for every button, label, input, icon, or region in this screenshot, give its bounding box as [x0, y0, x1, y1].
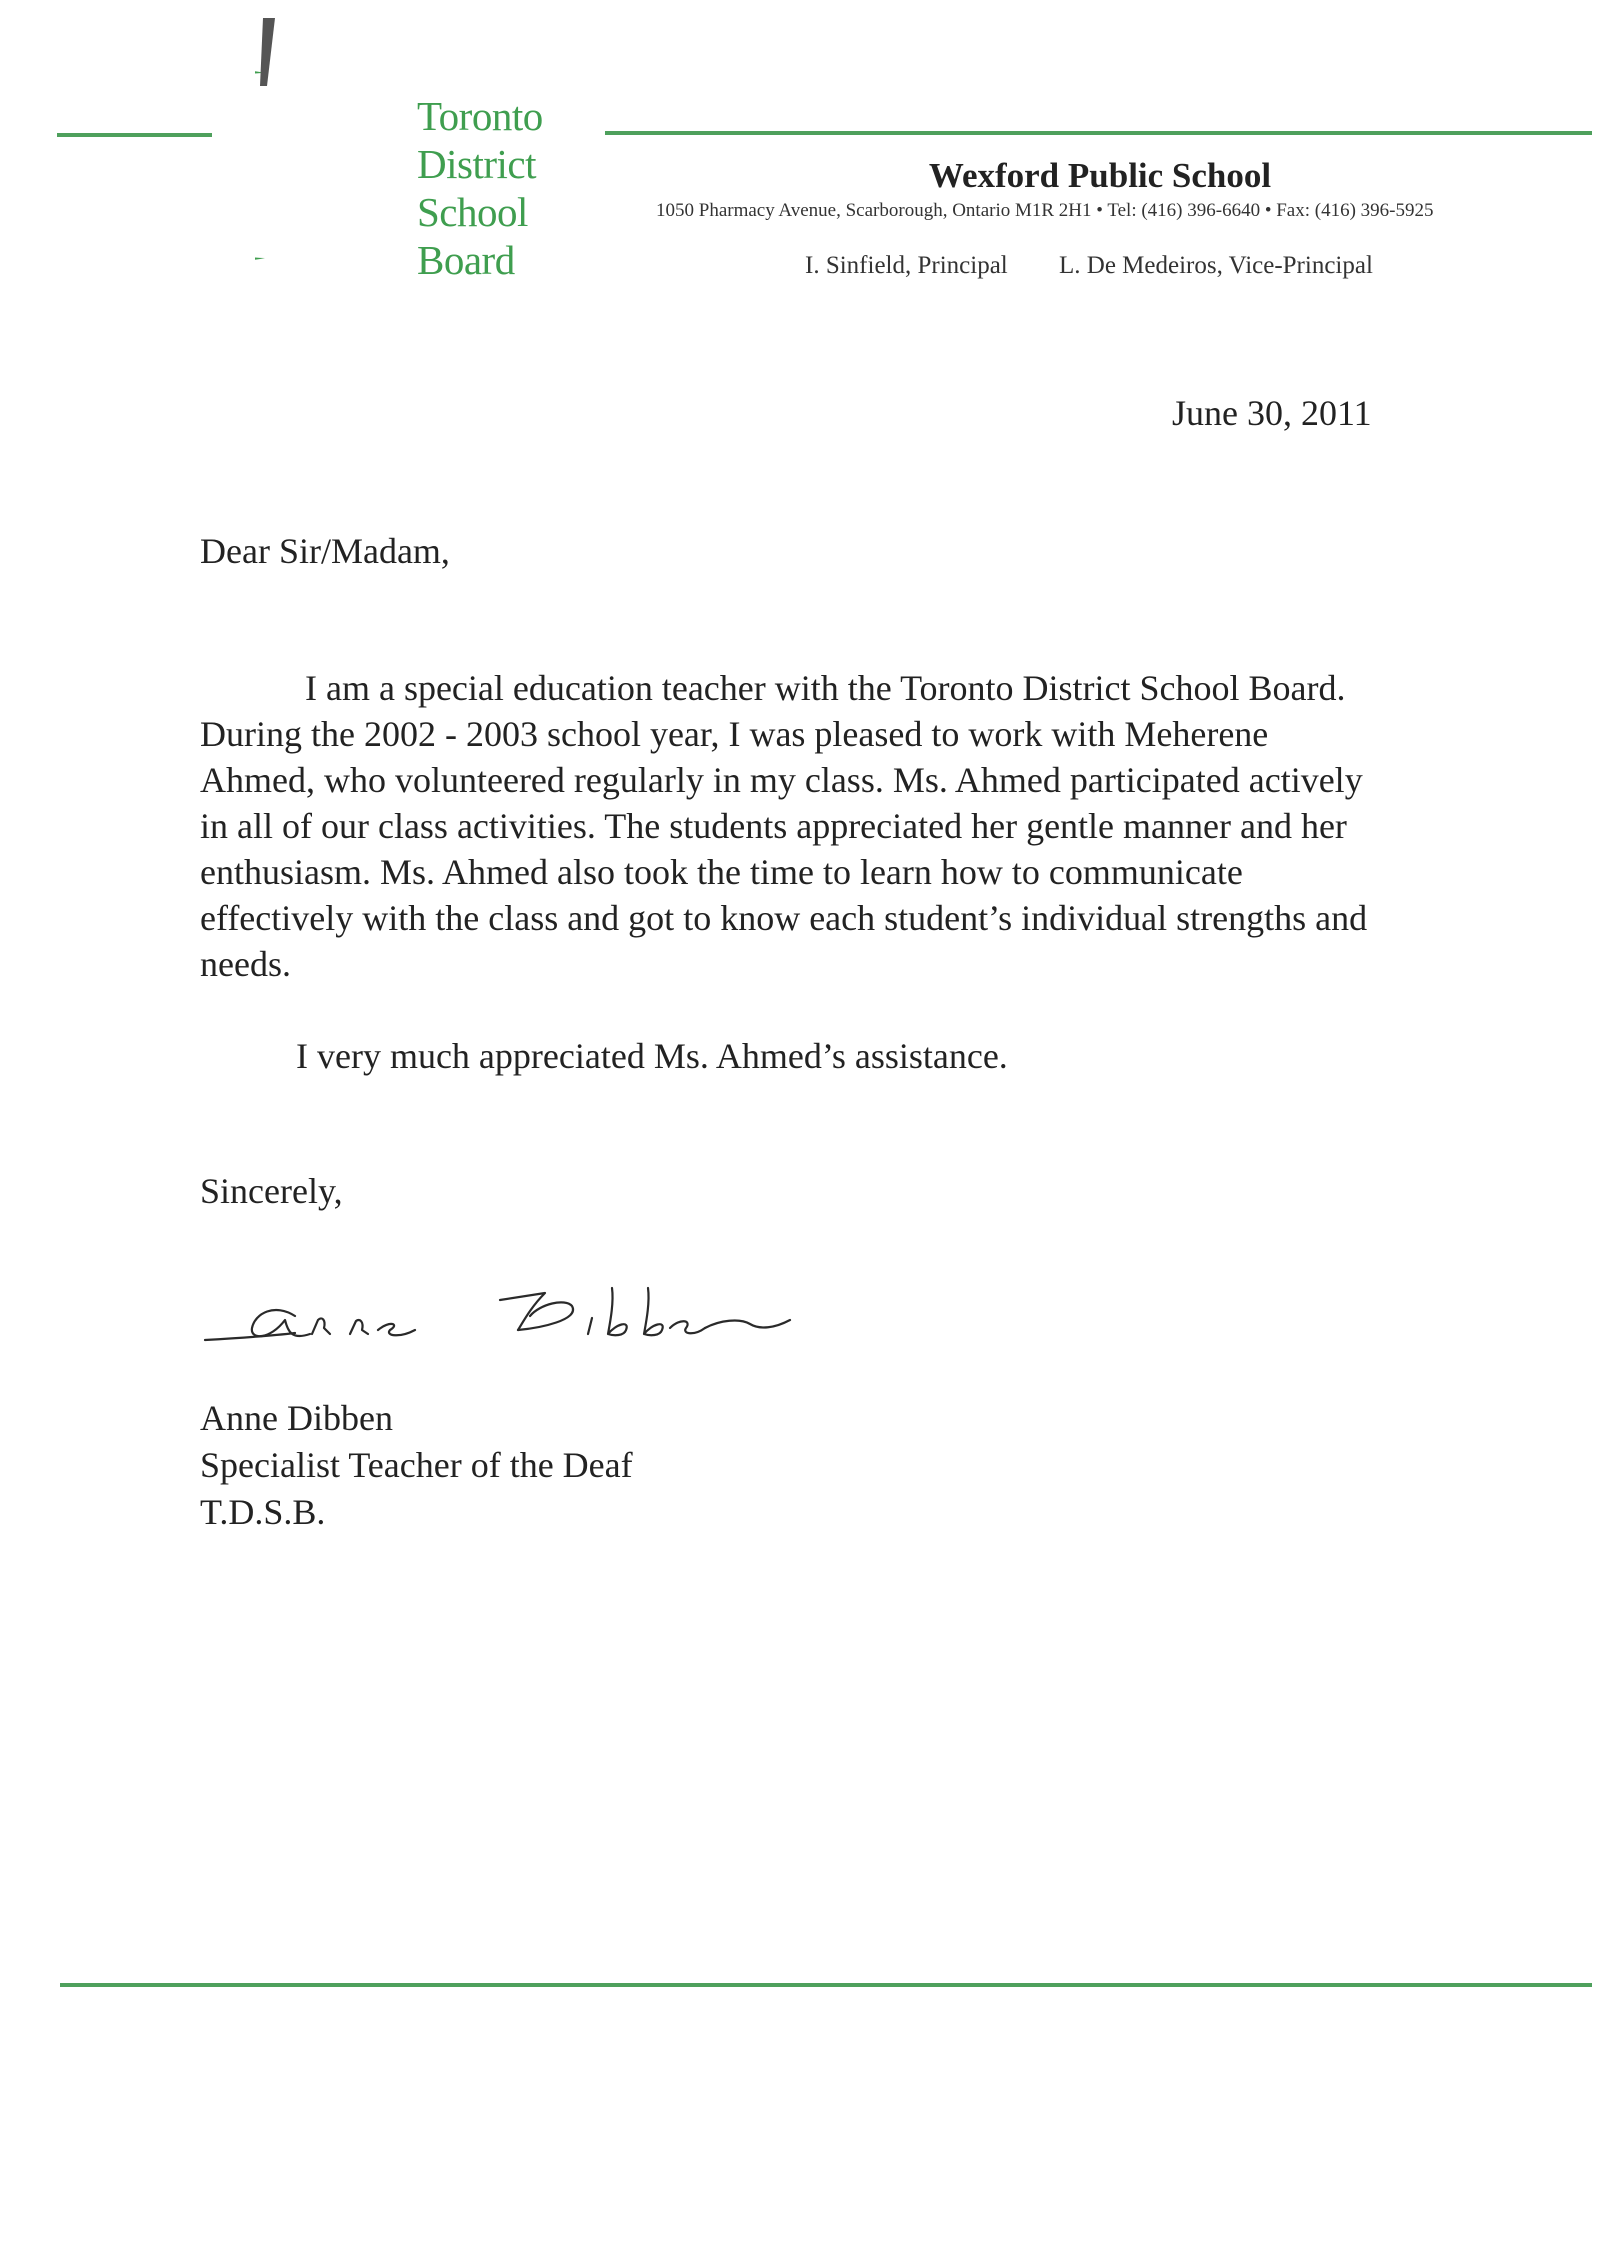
- salutation: Dear Sir/Madam,: [200, 531, 450, 571]
- paragraph-line: needs.: [200, 944, 291, 984]
- principal: I. Sinfield, Principal: [805, 252, 1008, 279]
- paragraph-line: I am a special education teacher with the Toronto District School Board.: [305, 668, 1346, 708]
- paragraph-line: in all of our class activities. The students appreciated her gentle manner and her: [200, 806, 1347, 846]
- paragraph-line: I very much appreciated Ms. Ahmed’s assistance.: [296, 1036, 1008, 1076]
- signer-title: Specialist Teacher of the Deaf: [200, 1445, 633, 1485]
- footer-rule: [60, 1983, 1592, 1987]
- board-name-line: District: [417, 141, 536, 187]
- board-name-line: Board: [417, 237, 515, 283]
- school-address: 1050 Pharmacy Avenue, Scarborough, Ontario M1R 2H1 • Tel: (416) 396-6640 • Fax: (416) 396-5925: [656, 200, 1434, 221]
- paragraph-line: enthusiasm. Ms. Ahmed also took the time to learn how to communicate: [200, 852, 1243, 892]
- paragraph-line: Ahmed, who volunteered regularly in my class. Ms. Ahmed participated actively: [200, 760, 1363, 800]
- board-name-line: Toronto: [417, 93, 543, 139]
- school-name: Wexford Public School: [928, 156, 1272, 195]
- closing: Sincerely,: [200, 1171, 343, 1211]
- vice-principal: L. De Medeiros, Vice-Principal: [1059, 252, 1373, 279]
- paragraph-line: effectively with the class and got to know each student’s individual strengths and: [200, 898, 1368, 938]
- body-paragraph-1: [200, 665, 1470, 987]
- body-paragraph-2: [200, 1033, 1470, 1079]
- signer-name: Anne Dibben: [200, 1398, 393, 1438]
- letter-date: June 30, 2011: [1172, 393, 1372, 433]
- header-rule-left: [57, 133, 212, 137]
- paragraph-line: During the 2002 - 2003 school year, I was pleased to work with Meherene: [200, 714, 1269, 754]
- header-rule-right: [605, 131, 1592, 135]
- signer-organization: T.D.S.B.: [200, 1492, 326, 1532]
- board-name: [417, 92, 543, 284]
- board-name-line: School: [417, 189, 528, 235]
- handwritten-signature: [200, 1258, 880, 1348]
- apple-logo-icon: [255, 8, 395, 288]
- signature-block: [200, 1395, 633, 1536]
